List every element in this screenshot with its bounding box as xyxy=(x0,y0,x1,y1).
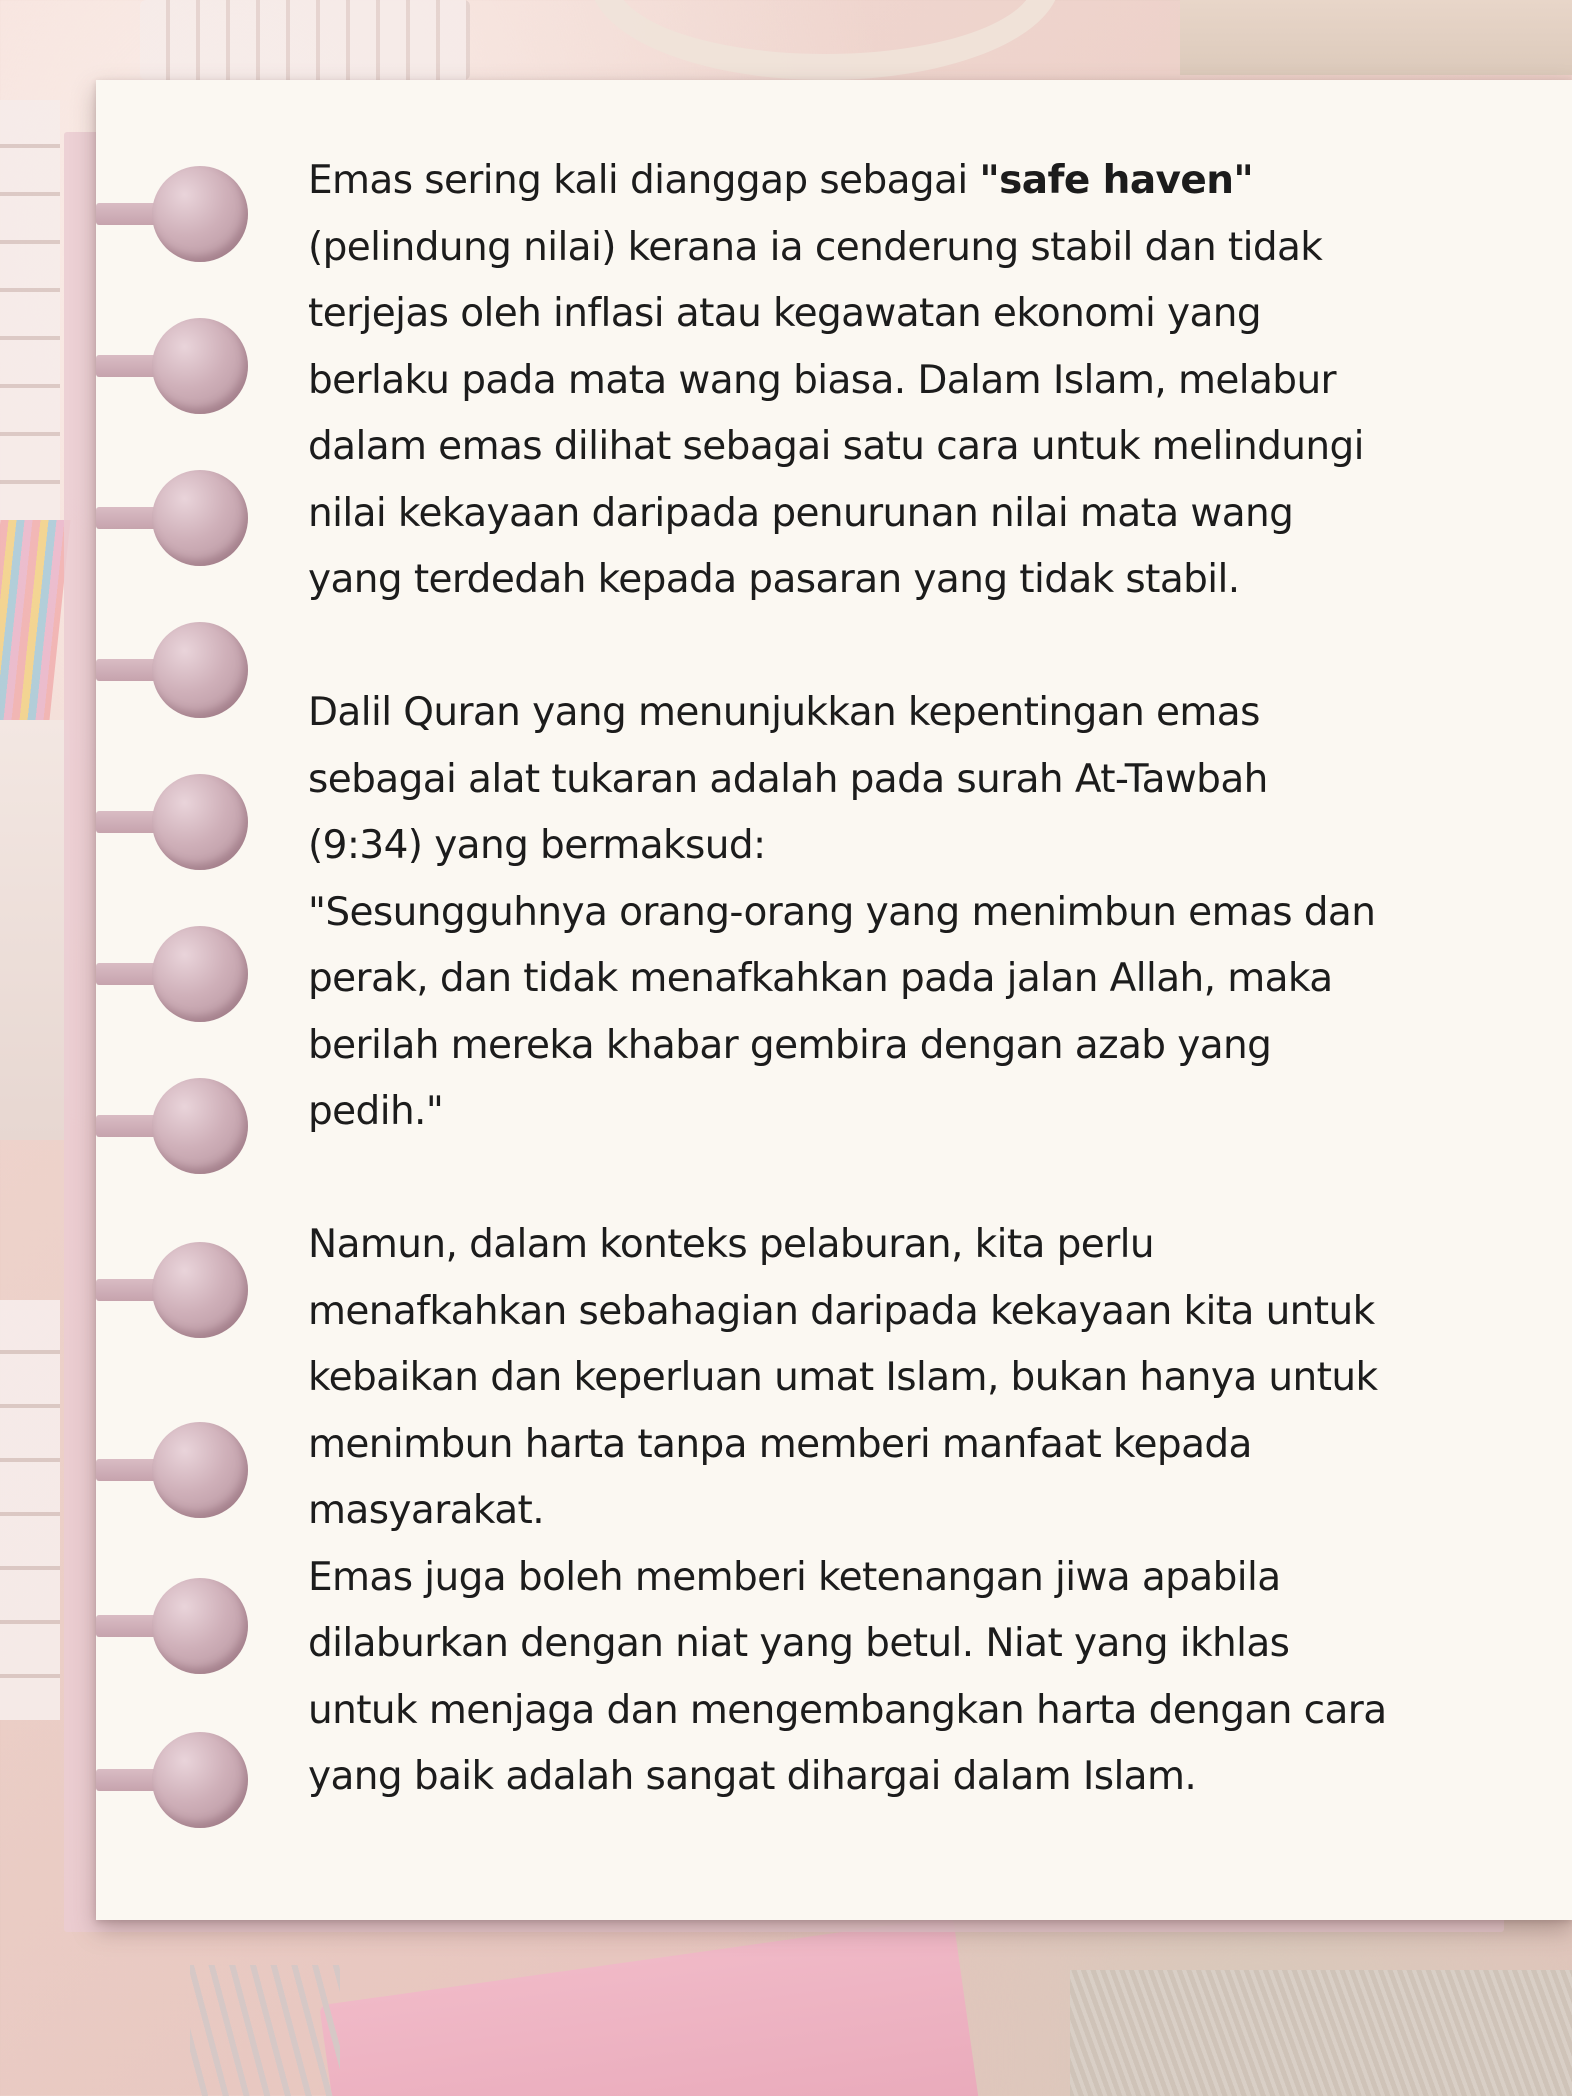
text-line-lead: Emas sering kali dianggap sebagai xyxy=(308,158,980,203)
background-stationery xyxy=(1180,0,1572,75)
text-line: untuk menjaga dan mengembangkan harta dengan cara xyxy=(308,1687,1387,1733)
text-line: menafkahkan sebahagian daripada kekayaan kita untuk xyxy=(308,1288,1375,1334)
text-line: berlaku pada mata wang biasa. Dalam Islam, melabur xyxy=(308,357,1336,403)
binder-ring-icon xyxy=(96,1730,256,1830)
binder-ring-icon xyxy=(96,1576,256,1676)
paragraph-safe-haven xyxy=(308,148,1508,614)
text-line: terjejas oleh inflasi atau kegawatan ekonomi yang xyxy=(308,291,1262,336)
text-line: Dalil Quran yang menunjukkan kepentingan emas xyxy=(308,690,1260,735)
binder-ring-icon xyxy=(96,1076,256,1176)
background-box xyxy=(0,720,70,1140)
binder-ring-icon xyxy=(96,772,256,872)
text-line: nilai kekayaan daripada penurunan nilai mata wang xyxy=(308,490,1294,536)
paragraph-investment-context xyxy=(308,1212,1508,1811)
background-notebook-spiral xyxy=(190,1965,340,2096)
note-text xyxy=(308,148,1508,1811)
background-keyboard-keys-lower xyxy=(0,1300,60,1720)
text-line: (pelindung nilai) kerana ia cenderung stabil dan tidak xyxy=(308,224,1323,270)
paragraph-spacer xyxy=(308,614,1508,681)
binder-ring-icon xyxy=(96,1420,256,1520)
text-line: yang baik adalah sangat dihargai dalam Islam. xyxy=(308,1754,1197,1799)
text-line: kebaikan dan keperluan umat Islam, bukan hanya untuk xyxy=(308,1355,1378,1400)
text-line: menimbun harta tanpa memberi manfaat kepada xyxy=(308,1421,1252,1467)
text-line: dilaburkan dengan niat yang betul. Niat yang ikhlas xyxy=(308,1621,1290,1666)
background-headphones xyxy=(590,0,1060,80)
text-line: dalam emas dilihat sebagai satu cara untuk melindungi xyxy=(308,424,1364,469)
binder-ring-icon xyxy=(96,1240,256,1340)
quote-line: perak, dan tidak menafkahkan pada jalan Allah, maka xyxy=(308,956,1333,1001)
quote-line: berilah mereka khabar gembira dengan azab yang xyxy=(308,1022,1272,1068)
text-line xyxy=(308,148,1508,215)
paragraph-spacer xyxy=(308,1146,1508,1213)
text-line: Namun, dalam konteks pelaburan, kita perlu xyxy=(308,1222,1154,1267)
quote-line: pedih." xyxy=(308,1089,444,1134)
background-rug xyxy=(1070,1970,1572,2096)
text-line: sebagai alat tukaran adalah pada surah At-Tawbah xyxy=(308,756,1268,802)
text-line: (9:34) yang bermaksud: xyxy=(308,823,766,868)
binder-ring-icon xyxy=(96,620,256,720)
background-pencils xyxy=(0,520,71,720)
text-line: Emas juga boleh memberi ketenangan jiwa apabila xyxy=(308,1554,1281,1600)
paragraph-quran-evidence xyxy=(308,680,1508,1146)
safe-haven-emphasis: "safe haven" xyxy=(979,158,1254,203)
quote-line: "Sesungguhnya orang-orang yang menimbun emas dan xyxy=(308,889,1376,935)
text-line: yang terdedah kepada pasaran yang tidak stabil. xyxy=(308,557,1240,602)
background-keyboard-keys xyxy=(0,100,60,520)
text-line: masyarakat. xyxy=(308,1488,545,1533)
binder-ring-icon xyxy=(96,316,256,416)
background-notebook xyxy=(319,1916,981,2096)
binder-ring-icon xyxy=(96,468,256,568)
binder-ring-icon xyxy=(96,924,256,1024)
background-keyboard xyxy=(140,0,470,80)
binder-ring-icon xyxy=(96,164,256,264)
